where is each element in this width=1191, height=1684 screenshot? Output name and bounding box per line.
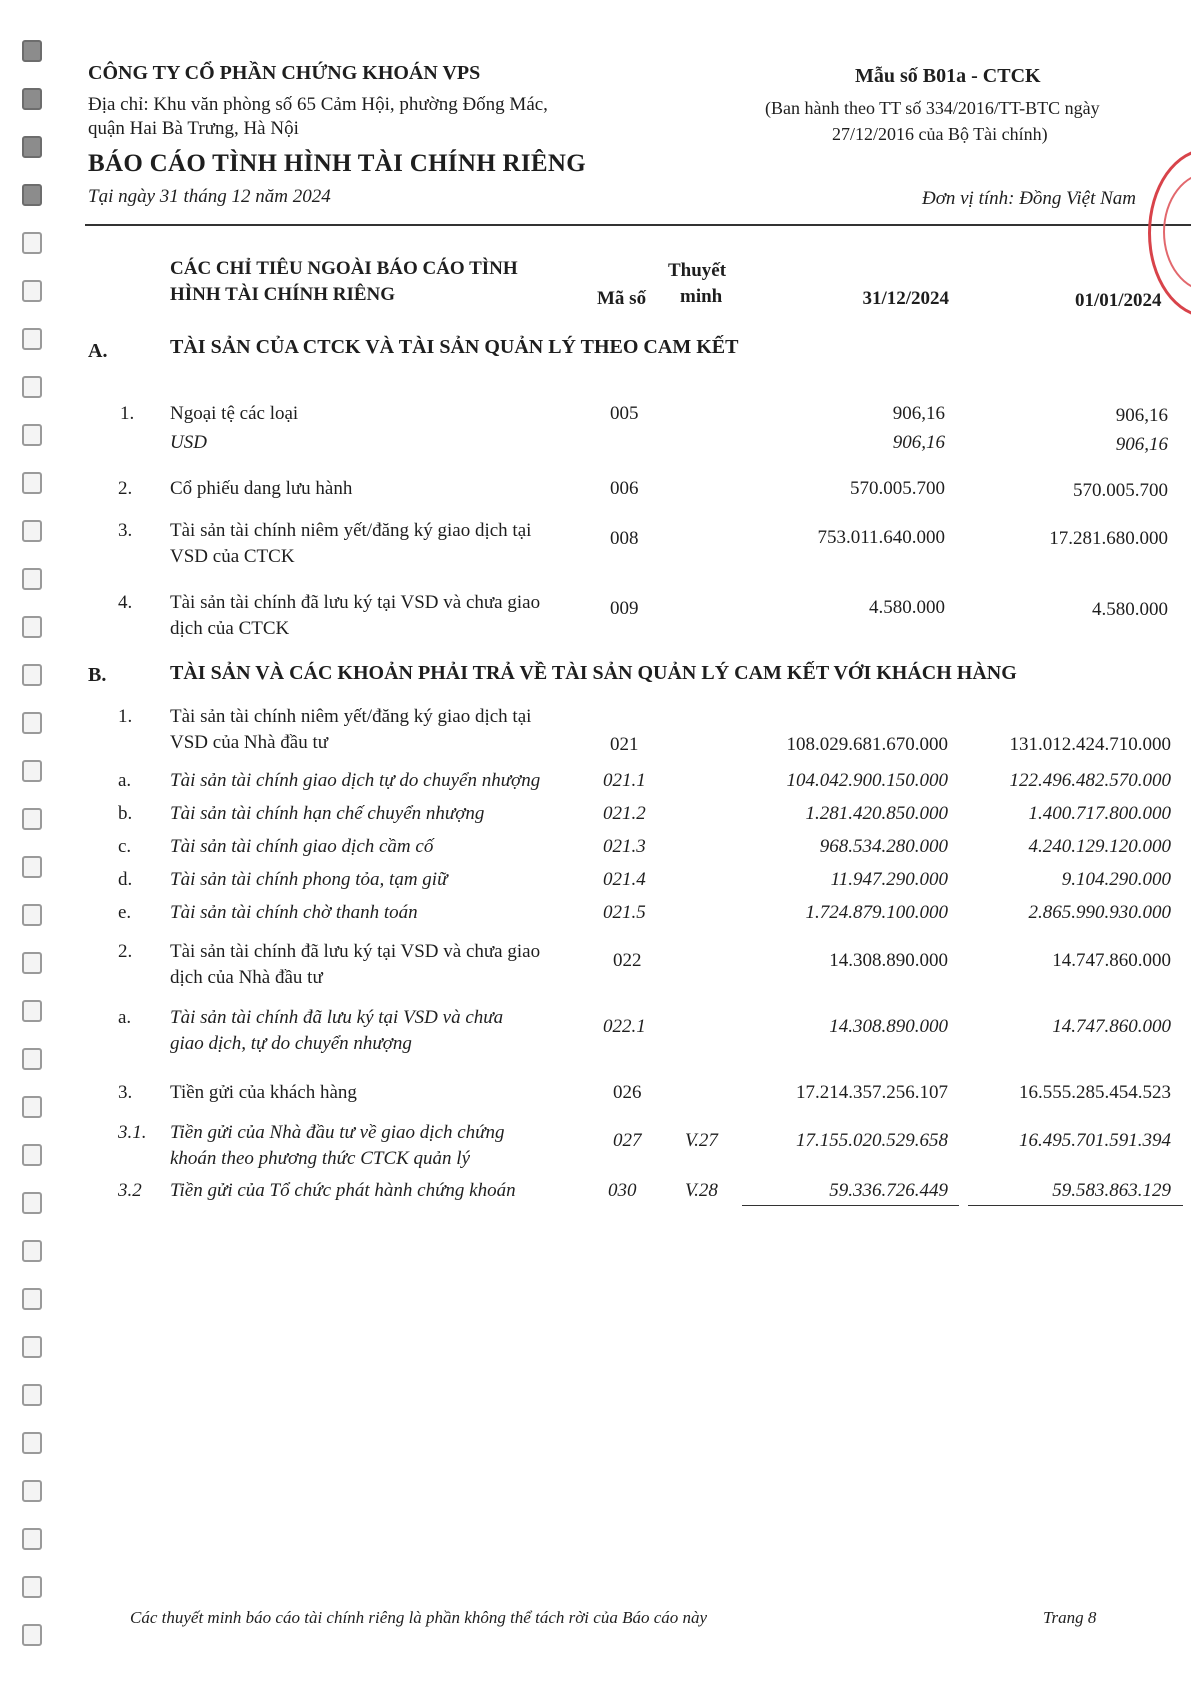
- section-a-title: TÀI SẢN CỦA CTCK VÀ TÀI SẢN QUẢN LÝ THEO CAM KẾT: [170, 336, 739, 358]
- row-label: Tài sản tài chính đã lưu ký tại VSD và chưa giao: [170, 592, 541, 613]
- row-prior-value: 9.104.290.000: [1061, 869, 1171, 890]
- row-label-continued: VSD của Nhà đầu tư: [170, 732, 329, 753]
- row-label: USD: [170, 432, 207, 453]
- row-prior-value: 2.865.990.930.000: [1028, 902, 1171, 923]
- row-code: 021.2: [603, 803, 646, 824]
- row-index: a.: [118, 1007, 132, 1028]
- binder-hole: [22, 136, 42, 158]
- row-note: V.27: [685, 1130, 718, 1151]
- binder-hole: [22, 904, 42, 926]
- binder-hole: [22, 760, 42, 782]
- binder-hole: [22, 1288, 42, 1310]
- row-label: Tiền gửi của Tổ chức phát hành chứng khoán: [170, 1180, 516, 1201]
- binder-hole: [22, 616, 42, 638]
- page-number: Trang 8: [1043, 1608, 1097, 1627]
- current-period-column-header: 31/12/2024: [862, 288, 949, 309]
- binder-hole: [22, 1336, 42, 1358]
- row-current-value: 906,16: [892, 403, 945, 424]
- row-index: 3.: [118, 520, 133, 541]
- note-column-header-line1: Thuyết: [668, 260, 727, 281]
- row-code: 005: [610, 403, 639, 424]
- binder-hole: [22, 1528, 42, 1550]
- row-prior-value: 4.240.129.120.000: [1028, 836, 1171, 857]
- row-current-value: 570.005.700: [850, 478, 945, 499]
- row-prior-value: 17.281.680.000: [1049, 528, 1168, 549]
- row-prior-value: 4.580.000: [1092, 599, 1168, 620]
- row-index: e.: [118, 902, 132, 923]
- row-code: 021.5: [603, 902, 646, 923]
- row-prior-value: 16.555.285.454.523: [1019, 1082, 1171, 1103]
- row-current-value: 17.214.357.256.107: [796, 1082, 948, 1103]
- row-index: 2.: [118, 478, 133, 499]
- row-prior-value: 59.583.863.129: [1052, 1180, 1171, 1201]
- section-a-label: A.: [88, 340, 108, 362]
- row-current-value: 1.281.420.850.000: [805, 803, 948, 824]
- row-label-continued: khoán theo phương thức CTCK quản lý: [170, 1148, 471, 1169]
- row-label-continued: VSD của CTCK: [170, 546, 295, 567]
- prior-period-column-header: 01/01/2024: [1075, 290, 1162, 311]
- row-code: 021.1: [603, 770, 646, 791]
- binder-hole: [22, 952, 42, 974]
- row-prior-value: 906,16: [1115, 405, 1168, 426]
- header-divider: [85, 224, 1191, 226]
- binder-hole: [22, 280, 42, 302]
- row-code: 021: [610, 734, 639, 755]
- row-code: 022: [613, 950, 642, 971]
- row-prior-value: 122.496.482.570.000: [1009, 770, 1171, 791]
- row-label: Tài sản tài chính giao dịch tự do chuyển nhượng: [170, 770, 541, 791]
- report-title: BÁO CÁO TÌNH HÌNH TÀI CHÍNH RIÊNG: [88, 150, 586, 177]
- row-code: 006: [610, 478, 639, 499]
- row-code: 021.4: [603, 869, 646, 890]
- form-note-line1: (Ban hành theo TT số 334/2016/TT-BTC ngày: [765, 98, 1100, 118]
- row-prior-value: 131.012.424.710.000: [1009, 734, 1171, 755]
- report-date: Tại ngày 31 tháng 12 năm 2024: [88, 186, 331, 207]
- row-label-continued: giao dịch, tự do chuyển nhượng: [170, 1033, 412, 1054]
- binder-hole: [22, 328, 42, 350]
- company-address-line1: Địa chỉ: Khu văn phòng số 65 Cảm Hội, phường Đống Mác,: [88, 94, 548, 115]
- binder-hole: [22, 472, 42, 494]
- binder-hole: [22, 1240, 42, 1262]
- section-b-label: B.: [88, 664, 107, 686]
- row-code: 030: [608, 1180, 637, 1201]
- company-address-line2: quận Hai Bà Trưng, Hà Nội: [88, 118, 299, 139]
- binder-hole: [22, 1144, 42, 1166]
- form-code: Mẫu số B01a - CTCK: [855, 65, 1041, 87]
- binder-edge: [22, 36, 50, 1656]
- row-label: Tài sản tài chính phong tỏa, tạm giữ: [170, 869, 448, 890]
- row-prior-value: 14.747.860.000: [1052, 950, 1171, 971]
- row-label: Tài sản tài chính giao dịch cầm cố: [170, 836, 434, 857]
- company-name: CÔNG TY CỔ PHẦN CHỨNG KHOÁN VPS: [88, 62, 481, 84]
- binder-hole: [22, 1624, 42, 1646]
- binder-hole: [22, 712, 42, 734]
- row-label: Tài sản tài chính chờ thanh toán: [170, 902, 418, 923]
- indicator-header-line1: CÁC CHỈ TIÊU NGOÀI BÁO CÁO TÌNH: [170, 258, 518, 279]
- row-current-value: 968.534.280.000: [819, 836, 948, 857]
- binder-hole: [22, 568, 42, 590]
- row-index: d.: [118, 869, 133, 890]
- row-index: 1.: [118, 706, 133, 727]
- total-underline-prior: [968, 1205, 1183, 1206]
- row-code: 026: [613, 1082, 642, 1103]
- row-index: b.: [118, 803, 133, 824]
- binder-hole: [22, 856, 42, 878]
- row-index: 1.: [120, 403, 135, 424]
- row-index: 3.: [118, 1082, 133, 1103]
- code-column-header: Mã số: [597, 288, 647, 309]
- row-label: Tài sản tài chính hạn chế chuyển nhượng: [170, 803, 485, 824]
- row-code: 022.1: [603, 1016, 646, 1037]
- section-b-title: TÀI SẢN VÀ CÁC KHOẢN PHẢI TRẢ VỀ TÀI SẢN QUẢN LÝ CAM KẾT VỚI KHÁCH HÀNG: [170, 662, 1017, 684]
- binder-hole: [22, 808, 42, 830]
- binder-hole: [22, 1480, 42, 1502]
- row-label: Tiền gửi của khách hàng: [170, 1082, 357, 1103]
- footer-note: Các thuyết minh báo cáo tài chính riêng là phần không thể tách rời của Báo cáo này: [130, 1608, 708, 1627]
- note-column-header-line2: minh: [680, 286, 723, 307]
- binder-hole: [22, 40, 42, 62]
- row-label: Tài sản tài chính đã lưu ký tại VSD và chưa giao: [170, 941, 541, 962]
- row-index: 2.: [118, 941, 133, 962]
- row-current-value: 14.308.890.000: [829, 950, 948, 971]
- binder-hole: [22, 232, 42, 254]
- binder-hole: [22, 1576, 42, 1598]
- binder-hole: [22, 376, 42, 398]
- row-current-value: 14.308.890.000: [829, 1016, 948, 1037]
- row-code: 021.3: [603, 836, 646, 857]
- row-label: Tài sản tài chính đã lưu ký tại VSD và chưa: [170, 1007, 504, 1028]
- binder-hole: [22, 1432, 42, 1454]
- row-note: V.28: [685, 1180, 718, 1201]
- total-underline-current: [742, 1205, 959, 1206]
- row-code: 008: [610, 528, 639, 549]
- row-label: Tài sản tài chính niêm yết/đăng ký giao dịch tại: [170, 520, 532, 541]
- row-current-value: 906,16: [892, 432, 945, 453]
- row-prior-value: 1.400.717.800.000: [1028, 803, 1171, 824]
- row-index: 4.: [118, 592, 133, 613]
- row-label: Tiền gửi của Nhà đầu tư về giao dịch chứng: [170, 1122, 505, 1143]
- row-prior-value: 14.747.860.000: [1052, 1016, 1171, 1037]
- row-label-continued: dịch của Nhà đầu tư: [170, 967, 323, 988]
- row-current-value: 1.724.879.100.000: [805, 902, 948, 923]
- row-current-value: 104.042.900.150.000: [786, 770, 948, 791]
- binder-hole: [22, 184, 42, 206]
- row-label-continued: dịch của CTCK: [170, 618, 290, 639]
- row-current-value: 11.947.290.000: [830, 869, 948, 890]
- row-prior-value: 570.005.700: [1073, 480, 1168, 501]
- row-index: a.: [118, 770, 132, 791]
- row-current-value: 17.155.020.529.658: [796, 1130, 948, 1151]
- row-index: 3.1.: [118, 1122, 147, 1143]
- row-code: 027: [613, 1130, 642, 1151]
- currency-unit: Đơn vị tính: Đồng Việt Nam: [922, 188, 1137, 209]
- row-current-value: 4.580.000: [869, 597, 945, 618]
- binder-hole: [22, 424, 42, 446]
- row-current-value: 59.336.726.449: [829, 1180, 948, 1201]
- row-label: Tài sản tài chính niêm yết/đăng ký giao dịch tại: [170, 706, 532, 727]
- binder-hole: [22, 520, 42, 542]
- binder-hole: [22, 664, 42, 686]
- binder-hole: [22, 1000, 42, 1022]
- form-note-line2: 27/12/2016 của Bộ Tài chính): [832, 124, 1048, 144]
- row-prior-value: 906,16: [1115, 434, 1168, 455]
- row-current-value: 108.029.681.670.000: [786, 734, 948, 755]
- row-prior-value: 16.495.701.591.394: [1019, 1130, 1171, 1151]
- row-index: c.: [118, 836, 132, 857]
- binder-hole: [22, 88, 42, 110]
- row-label: Cổ phiếu dang lưu hành: [170, 478, 353, 499]
- binder-hole: [22, 1096, 42, 1118]
- row-current-value: 753.011.640.000: [817, 527, 945, 548]
- indicator-header-line2: HÌNH TÀI CHÍNH RIÊNG: [170, 284, 396, 305]
- row-code: 009: [610, 598, 639, 619]
- binder-hole: [22, 1384, 42, 1406]
- row-label: Ngoại tệ các loại: [170, 403, 299, 424]
- binder-hole: [22, 1048, 42, 1070]
- row-index: 3.2: [118, 1180, 142, 1201]
- binder-hole: [22, 1192, 42, 1214]
